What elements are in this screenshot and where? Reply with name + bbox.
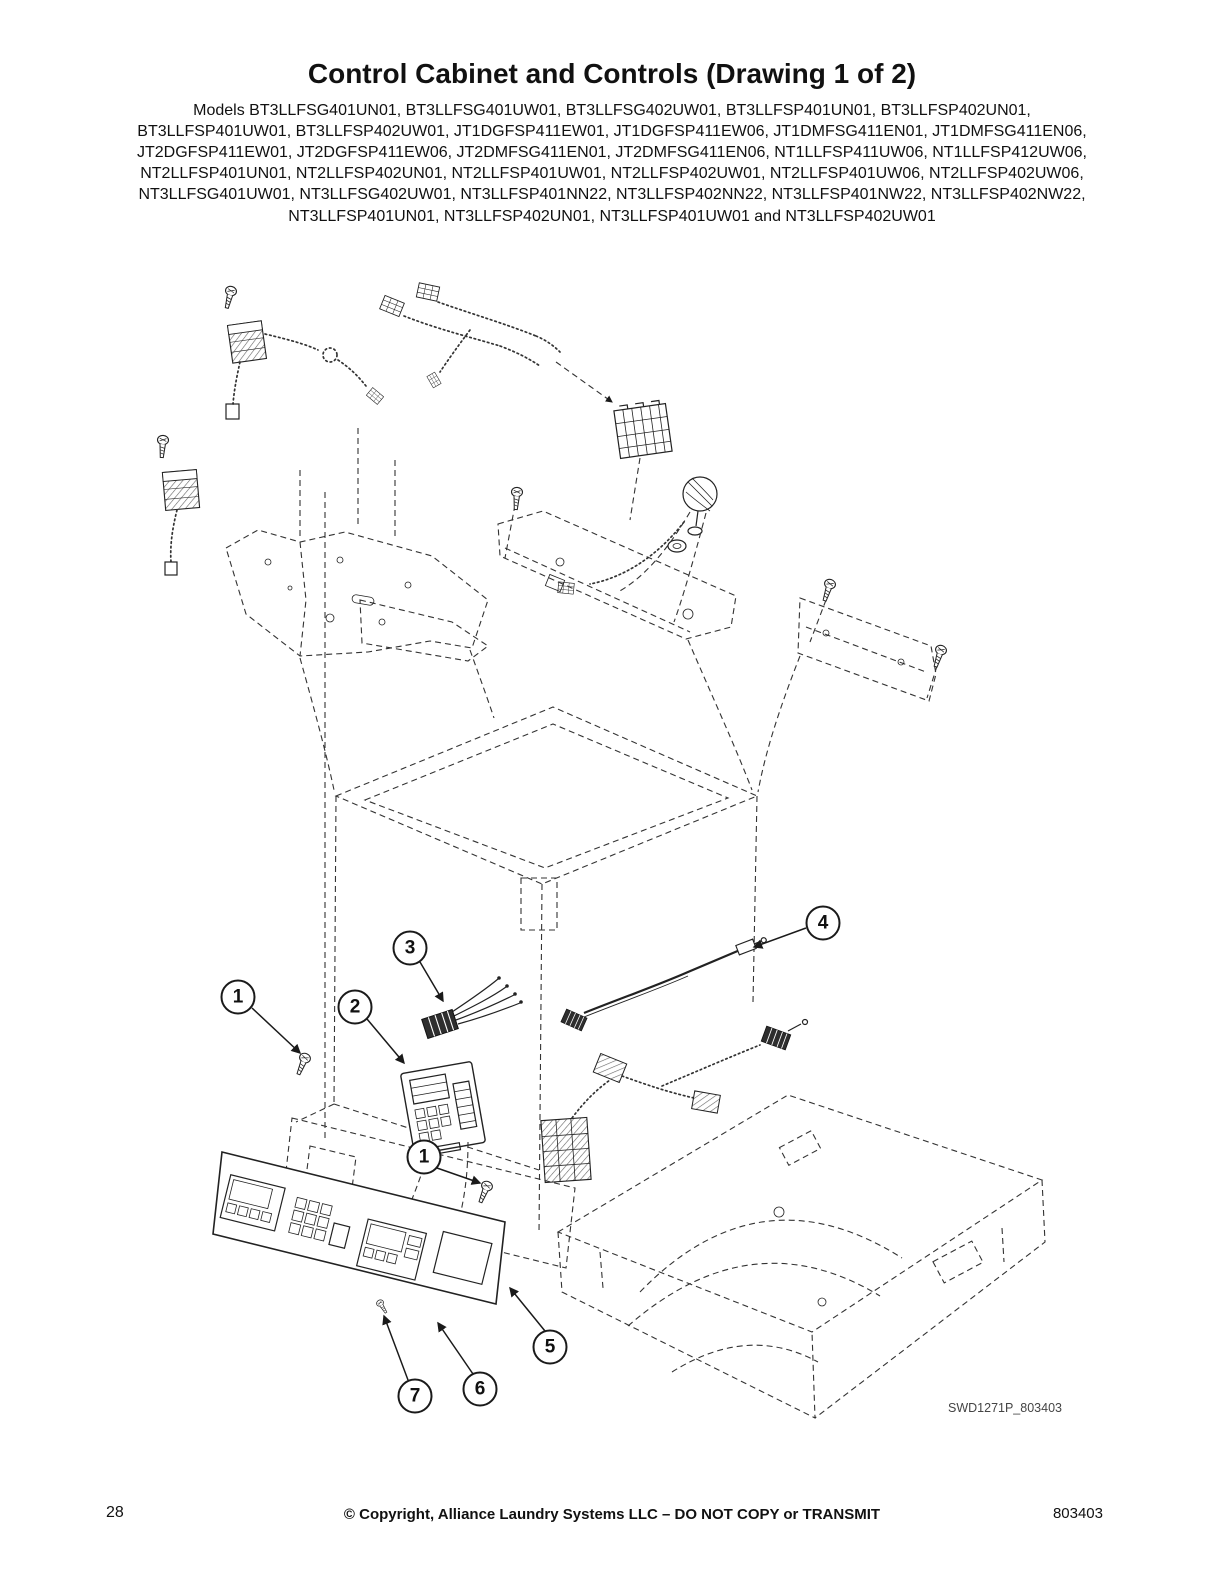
harness-plug-tip bbox=[736, 935, 768, 955]
callout-1b bbox=[407, 1140, 442, 1175]
callout-3-label: 3 bbox=[404, 937, 416, 958]
copyright-notice: © Copyright, Alliance Laundry Systems LLC – DO NOT COPY or TRANSMIT bbox=[343, 1506, 881, 1523]
power-harness bbox=[561, 935, 768, 1031]
mounting-bracket bbox=[226, 530, 488, 661]
callout-7-label: 7 bbox=[409, 1385, 421, 1406]
display-harness bbox=[422, 976, 523, 1038]
page-number: 28 bbox=[106, 1504, 124, 1521]
buzzer-and-grommet bbox=[558, 477, 717, 622]
document-number: 803403 bbox=[1052, 1505, 1103, 1522]
callout-4 bbox=[806, 906, 841, 941]
callout-2 bbox=[338, 990, 373, 1025]
callout-1a-label: 1 bbox=[232, 986, 244, 1007]
cabinet-top-outline bbox=[558, 1095, 1045, 1418]
callout-7 bbox=[398, 1379, 433, 1414]
callout-1a bbox=[221, 980, 256, 1015]
wire-harness-top-middle bbox=[380, 283, 672, 510]
callout-5 bbox=[533, 1330, 568, 1365]
callout-2-label: 2 bbox=[349, 996, 361, 1017]
page-title: Control Cabinet and Controls (Drawing 1 of 2) bbox=[307, 58, 917, 89]
callout-4-label: 4 bbox=[817, 912, 829, 933]
callout-3 bbox=[393, 931, 428, 966]
callout-1b-label: 1 bbox=[418, 1146, 430, 1167]
callout-leaders bbox=[252, 928, 806, 1380]
cabinet-harnesses bbox=[541, 1020, 808, 1183]
callout-6 bbox=[463, 1372, 498, 1407]
terminal-block bbox=[613, 400, 672, 459]
callout-5-label: 5 bbox=[544, 1336, 556, 1357]
wire-harness-top-left bbox=[156, 285, 383, 575]
top-strip-panel bbox=[498, 511, 736, 639]
right-bracket bbox=[798, 578, 948, 701]
drawing-id: SWD1271P_803403 bbox=[948, 1401, 1062, 1415]
callout-6-label: 6 bbox=[474, 1378, 486, 1399]
models-list: Models BT3LLFSG401UN01, BT3LLFSG401UW01, BT3LLFSG402UW01, BT3LLFSP401UN01, BT3LLFSP402UN01, BT3LLFSP401UW01, BT3LLFSP402UW01, JT1DGFSP411EW01, JT1DGFSP411EW06, JT1DMFSG411EN01, JT1DMFSG411EN06, JT2DGFSP411EW01, JT2DGFSP411EW06, JT2DMFSG411EN01, JT2DMFSG411EN06, NT1LLFSP411UW06, NT1LLFSP412UW06, NT2LLFSP401UN01, NT2LLFSP402UN01, NT2LLFSP401UW01, NT2LLFSP402UW01, NT2LLFSP401UW06, NT2LLFSP402UW06, NT3LLFSG401UW01, NT3LLFSG402UW01, NT3LLFSP401NN22, NT3LLFSP402NN22, NT3LLFSP401NW22, NT3LLFSP402NW22, NT3LLFSP401UN01, NT3LLFSP402UN01, NT3LLFSP401UW01 and NT3LLFSP402UW01 bbox=[137, 102, 1087, 225]
